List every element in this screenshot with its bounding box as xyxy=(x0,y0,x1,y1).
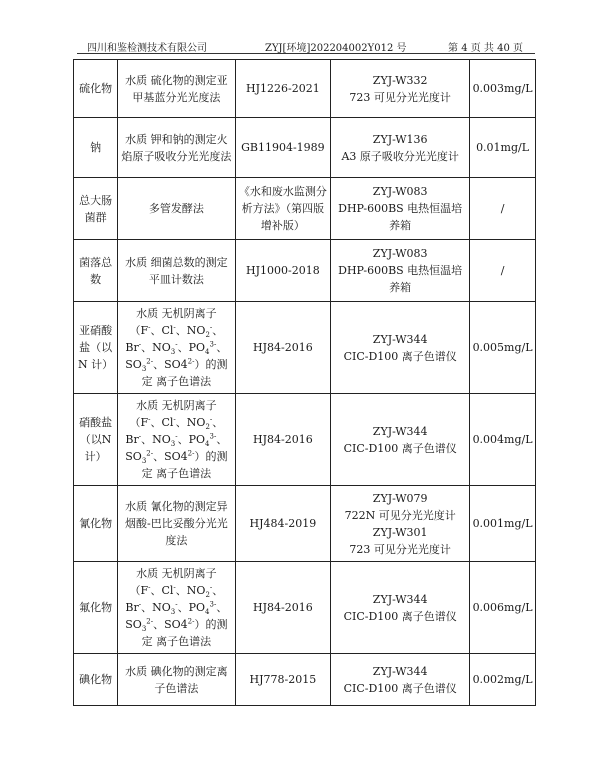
standard-cell: 《水和废水监测分析方法》（第四版增补版） xyxy=(235,178,331,240)
item-cell: 亚硝酸盐（以N 计） xyxy=(74,302,118,394)
detection-limit-cell: 0.001mg/L xyxy=(470,486,536,562)
table-row xyxy=(74,178,536,240)
instrument-cell xyxy=(331,654,470,706)
instrument-line: CIC-D100 离子色谱仪 xyxy=(343,349,457,363)
item-cell: 硝酸盐（以N 计） xyxy=(74,394,118,486)
method-cell: 水质 硫化物的测定亚甲基蓝分光光度法 xyxy=(118,60,235,118)
table-row xyxy=(74,486,536,562)
standard-cell: HJ1000-2018 xyxy=(235,240,331,302)
table-row xyxy=(74,654,536,706)
method-cell: 水质 碘化物的测定离子色谱法 xyxy=(118,654,235,706)
standard-cell: GB11904-1989 xyxy=(235,118,331,178)
instrument-line: ZYJ-W332 xyxy=(372,73,428,87)
standard-cell: HJ1226-2021 xyxy=(235,60,331,118)
instrument-line: ZYJ-W301 xyxy=(372,525,428,539)
item-cell: 氟化物 xyxy=(74,562,118,654)
instrument-line: CIC-D100 离子色谱仪 xyxy=(343,681,457,695)
instrument-cell xyxy=(331,486,470,562)
table-row xyxy=(74,302,536,394)
instrument-cell xyxy=(331,302,470,394)
report-number: ZYJ[环境]202204002Y012 号 xyxy=(265,43,407,54)
table-row xyxy=(74,562,536,654)
detection-limit-cell: 0.003mg/L xyxy=(470,60,536,118)
standard-cell: HJ484-2019 xyxy=(235,486,331,562)
method-cell: 水质 无机阴离子（F-、Cl-、$NO_2^-$、Br-、$NO_3^-$、$PO_4^{3-}$、$SO_3^{2-}$、$SO4^{2-}$）的测定 离子色谱法 xyxy=(118,394,235,486)
table-row xyxy=(74,240,536,302)
item-cell: 钠 xyxy=(74,118,118,178)
instrument-cell xyxy=(331,394,470,486)
standard-cell: HJ84-2016 xyxy=(235,302,331,394)
instrument-line: CIC-D100 离子色谱仪 xyxy=(343,609,457,623)
detection-limit-cell: 0.01mg/L xyxy=(470,118,536,178)
standard-cell: HJ84-2016 xyxy=(235,562,331,654)
item-cell: 总大肠菌群 xyxy=(74,178,118,240)
instrument-cell xyxy=(331,562,470,654)
item-cell: 氰化物 xyxy=(74,486,118,562)
standard-cell: HJ778-2015 xyxy=(235,654,331,706)
detection-limit-cell: / xyxy=(470,178,536,240)
item-cell: 硫化物 xyxy=(74,60,118,118)
instrument-line: CIC-D100 离子色谱仪 xyxy=(343,441,457,455)
standard-cell: HJ84-2016 xyxy=(235,394,331,486)
method-cell: 水质 无机阴离子（F-、Cl-、$NO_2^-$、Br-、$NO_3^-$、$PO_4^{3-}$、$SO_3^{2-}$、$SO4^{2-}$）的测定 离子色谱法 xyxy=(118,562,235,654)
instrument-line: ZYJ-W136 xyxy=(372,132,428,146)
instrument-line: ZYJ-W083 xyxy=(372,185,428,198)
instrument-line: 723 可见分光光度计 xyxy=(349,542,451,556)
instrument-line: DHP-600BS 电热恒温培养箱 xyxy=(338,202,463,232)
instrument-line: 723 可见分光光度计 xyxy=(349,90,451,104)
instrument-line: ZYJ-W079 xyxy=(372,491,428,505)
method-cell: 多管发酵法 xyxy=(118,178,235,240)
instrument-cell xyxy=(331,178,470,240)
method-cell: 水质 钾和钠的测定火焰原子吸收分光光度法 xyxy=(118,118,235,178)
instrument-line: ZYJ-W344 xyxy=(372,424,428,438)
detection-limit-cell: 0.005mg/L xyxy=(470,302,536,394)
detection-limit-cell: / xyxy=(470,240,536,302)
instrument-cell xyxy=(331,60,470,118)
page-number: 第 4 页 共 40 页 xyxy=(448,43,523,54)
company-name: 四川和鉴检测技术有限公司 xyxy=(87,43,207,54)
detection-limit-cell: 0.006mg/L xyxy=(470,562,536,654)
detection-limit-cell: 0.004mg/L xyxy=(470,394,536,486)
instrument-line: ZYJ-W344 xyxy=(372,592,428,606)
item-cell: 菌落总数 xyxy=(74,240,118,302)
table-row xyxy=(74,118,536,178)
instrument-line: A3 原子吸收分光光度计 xyxy=(341,149,459,163)
instrument-cell xyxy=(331,240,470,302)
page-header xyxy=(77,37,535,54)
table-row xyxy=(74,60,536,118)
instrument-cell xyxy=(331,118,470,178)
method-table-body xyxy=(74,60,536,706)
method-cell: 水质 氰化物的测定异烟酸-巴比妥酸分光光度法 xyxy=(118,486,235,562)
instrument-line: DHP-600BS 电热恒温培养箱 xyxy=(338,264,463,294)
instrument-line: ZYJ-W344 xyxy=(372,664,428,678)
method-table xyxy=(73,59,536,706)
detection-limit-cell: 0.002mg/L xyxy=(470,654,536,706)
method-cell: 水质 无机阴离子（F-、Cl-、$NO_2^-$、Br-、$NO_3^-$、$PO_4^{3-}$、$SO_3^{2-}$、$SO4^{2-}$）的测定 离子色谱法 xyxy=(118,302,235,394)
table-row xyxy=(74,394,536,486)
instrument-line: ZYJ-W083 xyxy=(372,247,428,260)
item-cell: 碘化物 xyxy=(74,654,118,706)
instrument-line: 722N 可见分光光度计 xyxy=(344,508,456,522)
method-cell: 水质 细菌总数的测定 平皿计数法 xyxy=(118,240,235,302)
instrument-line: ZYJ-W344 xyxy=(372,332,428,346)
